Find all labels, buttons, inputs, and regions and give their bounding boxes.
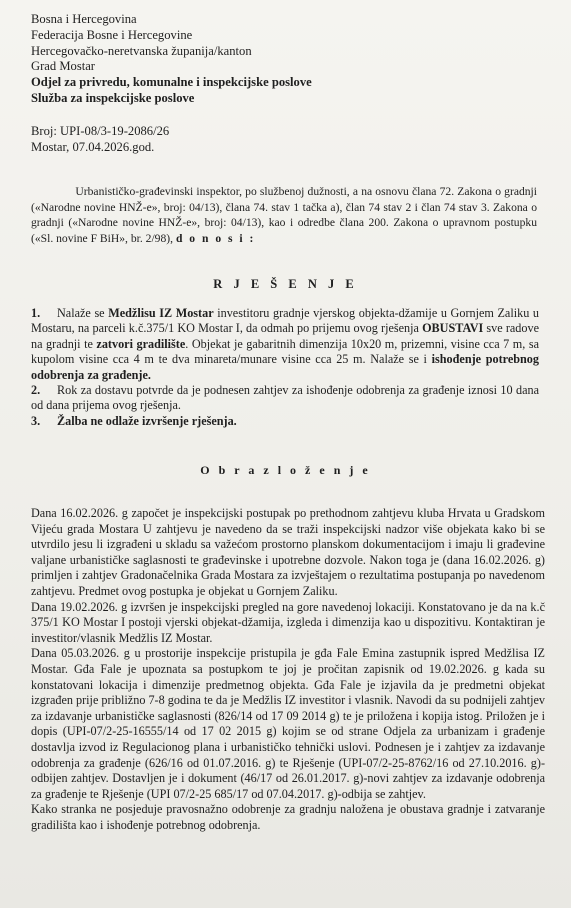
reasoning-section xyxy=(31,506,545,833)
intro-closing: d o n o s i : xyxy=(175,231,256,245)
item-number: 3. xyxy=(31,413,41,428)
item-number: 1. xyxy=(31,306,41,320)
item-text: investitoru gradnje vjerskog objekta-džamije u Gornjem Zaliku u Mostaru, na parceli k.č.375/1 KO Mostar I, da odmah po prijemu ovog rješenja xyxy=(31,306,540,336)
department-name: Odjel za privredu, komunalne i inspekcijske poslove xyxy=(31,75,312,90)
emphasized-text: Žalba ne odlaže izvršenje rješenja. xyxy=(57,413,237,428)
reasoning-title: O b r a z l o ž e n j e xyxy=(200,463,371,477)
item-text: Nalaže se xyxy=(57,306,109,320)
item-text: . Objekat je gabaritnih dimenzija 10x20 m, prizemni, visine cca 7 m, sa kupolom visine cca 4 m te dva minareta/munare visine cca 25 m. Nalaže se i xyxy=(31,336,539,367)
decision-title: R J E Š E N J E xyxy=(213,277,358,291)
reference-number: Broj: UPI-08/3-19-2086/26 xyxy=(31,124,170,138)
header-line: Federacija Bosne i Hercegovine xyxy=(31,27,193,42)
reasoning-paragraph: Dana 16.02.2026. g započet je inspekcijski postupak po prethodnom zahtjevu kluba Hrvata u Gradskom Vijeću grada Mostara U zahtjevu je navedeno da se traži inspekcijski nadzor više objekata kako bi se utvrdilo jesu li izgrađeni u skladu sa važećom prostorno planskom dokumentacijom i imaju li građevine valjane urbanističke saglasnosti te građevinske i upotrebne dozvole. Nakon toga je (dana 16.02.2026. g) primljen i zahtjev Gradonačelnika Grada Mostara za izvještajem o rezultatima postupanja po navedenom zahtjevu. Predmet ovog postupka je objekat u Gornjem Zaliku. xyxy=(31,506,545,598)
item-text: Rok za dostavu potvrde da je podnesen zahtjev za ishođenje odobrenja za građenje iznosi 10 dana od dana prijema ovog rješenja. xyxy=(31,383,539,413)
header-line: Bosna i Hercegovina xyxy=(31,12,137,26)
dispositive-item xyxy=(31,383,539,414)
reasoning-paragraph: Dana 05.03.2026. g u prostorije inspekcije pristupila je gđa Fale Emina zastupnik ispred Medžlisa IZ Mostar. Gđa Fale je upoznata sa postupkom te joj je pročitan zapisnik od 19.02.2026. g kada su konstatovani lokacija i dimenzije predmetnog objekta. Gđa Fale je izjavila da je predmetni objekat izgrađen prije približno 7-8 godina te da je Medžlis IZ investitor i vlasnik. Navodi da su podnijeli zahtjev za izdavanje urbanističke saglasnosti (826/14 od 17 09 2014 g) te je priložena i kopija istog. Priložen je i dopis (UPI-07/2-25-16555/14 od 17 02 2015 g) kojim se od strane Odjela za urbanizam i građenje dostavlja izvod iz Regulacionog plana i urbanističko tehnički uslovi. Podnesen je i zahtjev za izdavanje odobrenja za građenje (626/16 od 01.07.2016. g) te Rješenje (UPI-07/2-25-8762/16 od 27.10.2016. g)-odbijen zahtjev. Dostavljen je i dokument (46/17 od 26.01.2017. g)-novi zahtjev za izdavanje odobrenja za građenje te Rješenje (UPI 07/2-25 685/17 od 07.04.2017. g)-odbija se zahtjev. xyxy=(31,646,545,801)
dispositive-item xyxy=(31,306,539,383)
emphasized-text: OBUSTAVI xyxy=(422,321,484,336)
issuer-header xyxy=(31,12,312,107)
emphasized-text: zatvori gradilište xyxy=(96,336,186,351)
emphasized-text: Medžlisu IZ Mostar xyxy=(108,306,214,320)
item-number: 2. xyxy=(31,383,41,398)
document-meta xyxy=(31,123,169,155)
header-line: Grad Mostar xyxy=(31,59,96,74)
intro-text: Urbanističko-građevinski inspektor, po službenoj dužnosti, a na osnovu člana 72. Zakona o gradnji («Narodne novine HNŽ-e», broj: 04/13), člana 74. stav 1 tačka a), član 74 stav 2 i član 74 stav 3. Zakona o gradnji («Narodne novine HNŽ-e», broj: 04/13), kao i odredbe člana 200. Zakona o upravnom postupku («Sl. novine F BiH», br. 2/98), xyxy=(31,185,537,245)
emphasized-text: ishođenje potrebnog odobrenja za građenje. xyxy=(31,352,539,382)
reasoning-paragraph: Dana 19.02.2026. g izvršen je inspekcijski pregled na gore navedenoj lokaciji. Konstatovano je da na k.č 375/1 KO Mostar I postoji vjerski objekat-džamija, izgleda i dimenzija kao u dispozitivu. Kontaktiran je investitor/vlasnik Medžlis IZ Mostar. xyxy=(31,599,545,645)
reasoning-paragraph: Kako stranka ne posjeduje pravosnažno odobrenje za gradnju naložena je obustava gradnje i zatvaranje gradilišta kao i ishođenje potrebnog odobrenja. xyxy=(31,802,545,832)
dispositive-item xyxy=(31,414,539,429)
dispositive-section xyxy=(31,306,539,429)
document-date: Mostar, 07.04.2026.god. xyxy=(31,140,155,154)
service-name: Služba za inspekcijske poslove xyxy=(31,90,195,105)
intro-paragraph xyxy=(31,184,537,246)
item-text: sve radove na gradnji te xyxy=(31,321,539,351)
header-line: Hercegovačko-neretvanska županija/kanton xyxy=(31,43,252,58)
